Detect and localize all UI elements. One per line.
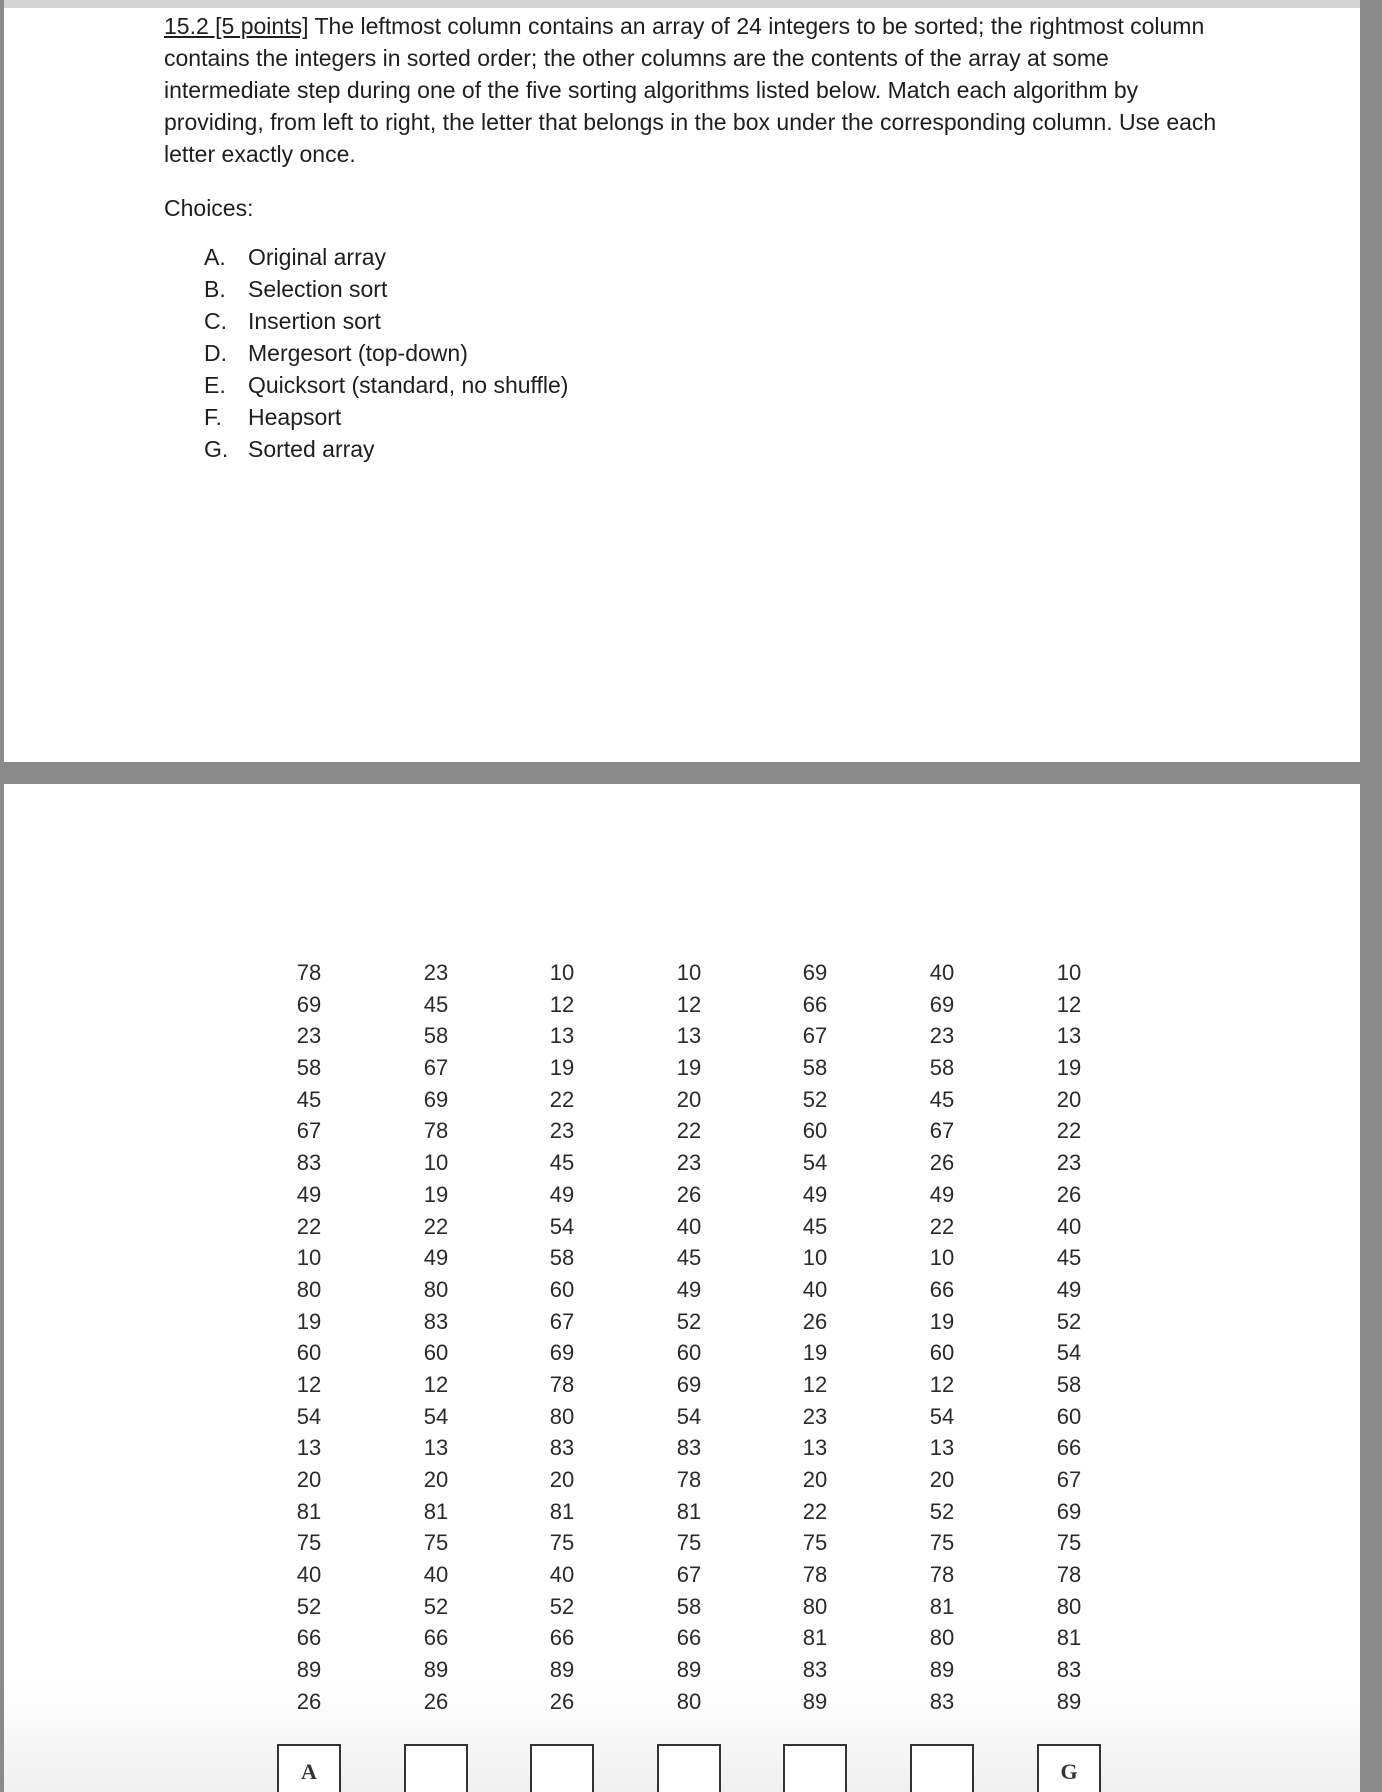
choice-letter: G. xyxy=(204,436,229,462)
choice-item xyxy=(204,401,568,433)
array-value: 66 xyxy=(676,1625,702,1651)
array-value: 19 xyxy=(549,1055,575,1081)
question-text xyxy=(164,10,1224,170)
array-value: 13 xyxy=(296,1435,322,1461)
array-value: 60 xyxy=(296,1340,322,1366)
array-value: 83 xyxy=(549,1435,575,1461)
answer-box-3[interactable] xyxy=(530,1744,594,1792)
array-value: 19 xyxy=(423,1181,449,1207)
array-value: 40 xyxy=(1056,1213,1082,1239)
array-value: 52 xyxy=(802,1086,828,1112)
array-value: 54 xyxy=(676,1403,702,1429)
array-value: 67 xyxy=(676,1562,702,1588)
choice-letter: F. xyxy=(204,404,222,430)
array-value: 12 xyxy=(929,1371,955,1397)
array-value: 40 xyxy=(676,1213,702,1239)
array-value: 89 xyxy=(676,1657,702,1683)
array-value: 67 xyxy=(296,1118,322,1144)
array-value: 19 xyxy=(929,1308,955,1334)
array-value: 75 xyxy=(296,1530,322,1556)
array-value: 23 xyxy=(929,1023,955,1049)
array-value: 78 xyxy=(296,960,322,985)
array-value: 66 xyxy=(423,1625,449,1651)
choice-item xyxy=(204,369,568,401)
array-value: 10 xyxy=(423,1150,449,1176)
array-value: 75 xyxy=(802,1530,828,1556)
array-value: 83 xyxy=(296,1150,322,1176)
array-value: 81 xyxy=(549,1498,575,1524)
array-value: 83 xyxy=(802,1657,828,1683)
array-value: 13 xyxy=(1056,1023,1082,1049)
array-value: 75 xyxy=(929,1530,955,1556)
array-value: 69 xyxy=(1056,1498,1082,1524)
array-value: 58 xyxy=(929,1055,955,1081)
array-value: 52 xyxy=(929,1498,955,1524)
array-value: 66 xyxy=(802,991,828,1017)
answer-box-1[interactable]: A xyxy=(277,1744,341,1792)
choices-title: Choices: xyxy=(164,195,254,221)
array-value: 60 xyxy=(423,1340,449,1366)
array-column-4 xyxy=(654,957,724,1718)
array-value: 10 xyxy=(929,1245,955,1271)
array-value: 45 xyxy=(296,1086,322,1112)
array-value: 78 xyxy=(1056,1562,1082,1588)
array-value: 49 xyxy=(1056,1276,1082,1302)
array-value: 58 xyxy=(549,1245,575,1271)
array-value: 19 xyxy=(296,1308,322,1334)
array-value: 66 xyxy=(296,1625,322,1651)
array-value: 58 xyxy=(676,1593,702,1619)
array-value: 54 xyxy=(802,1150,828,1176)
array-value: 60 xyxy=(802,1118,828,1144)
array-value: 67 xyxy=(1056,1467,1082,1492)
array-value: 66 xyxy=(1056,1435,1082,1461)
array-value: 45 xyxy=(676,1245,702,1271)
page-1 xyxy=(4,0,1360,762)
array-value: 40 xyxy=(296,1562,322,1588)
array-value: 78 xyxy=(549,1371,575,1397)
array-value: 66 xyxy=(549,1625,575,1651)
answer-box-7[interactable]: G xyxy=(1037,1744,1101,1792)
array-column-3 xyxy=(527,957,597,1718)
array-value: 10 xyxy=(676,960,702,985)
array-value: 19 xyxy=(802,1340,828,1366)
array-value: 81 xyxy=(296,1498,322,1524)
array-column-6 xyxy=(907,957,977,1718)
answer-box-5[interactable] xyxy=(783,1744,847,1792)
array-value: 26 xyxy=(929,1150,955,1176)
array-value: 69 xyxy=(549,1340,575,1366)
array-value: 80 xyxy=(549,1403,575,1429)
question-body: The leftmost column contains an array of 24 integers to be sorted; the rightmost column contains the integers in sorted order; the other columns are the contents of the array at some intermediate step during one of the five sorting algorithms listed below. Match each algorithm by providing, from left to right, the letter that belongs in the box under the corresponding column. Use each letter exactly once. xyxy=(164,13,1217,167)
array-value: 45 xyxy=(929,1086,955,1112)
array-value: 10 xyxy=(802,1245,828,1271)
array-value: 23 xyxy=(802,1403,828,1429)
array-value: 58 xyxy=(423,1023,449,1049)
array-value: 75 xyxy=(549,1530,575,1556)
answer-box-6[interactable] xyxy=(910,1744,974,1792)
array-value: 89 xyxy=(802,1688,828,1714)
array-value: 52 xyxy=(296,1593,322,1619)
array-value: 49 xyxy=(676,1276,702,1302)
array-value: 54 xyxy=(929,1403,955,1429)
array-value: 83 xyxy=(1056,1657,1082,1683)
array-value: 49 xyxy=(549,1181,575,1207)
array-value: 89 xyxy=(423,1657,449,1683)
array-value: 78 xyxy=(676,1467,702,1492)
array-value: 80 xyxy=(423,1276,449,1302)
array-value: 12 xyxy=(1056,991,1082,1017)
array-value: 67 xyxy=(549,1308,575,1334)
array-value: 10 xyxy=(296,1245,322,1271)
array-value: 49 xyxy=(423,1245,449,1271)
array-value: 22 xyxy=(802,1498,828,1524)
array-value: 78 xyxy=(423,1118,449,1144)
array-value: 52 xyxy=(1056,1308,1082,1334)
choice-label: Original array xyxy=(248,244,387,270)
array-value: 45 xyxy=(549,1150,575,1176)
choice-letter: C. xyxy=(204,308,227,334)
array-value: 60 xyxy=(929,1340,955,1366)
array-value: 67 xyxy=(423,1055,449,1081)
array-value: 75 xyxy=(423,1530,449,1556)
array-value: 69 xyxy=(802,960,828,985)
array-value: 52 xyxy=(549,1593,575,1619)
array-value: 20 xyxy=(1056,1086,1082,1112)
array-value: 69 xyxy=(676,1371,702,1397)
array-value: 22 xyxy=(929,1213,955,1239)
choice-item xyxy=(204,433,568,465)
array-value: 81 xyxy=(676,1498,702,1524)
array-value: 67 xyxy=(929,1118,955,1144)
array-value: 69 xyxy=(929,991,955,1017)
array-value: 40 xyxy=(423,1562,449,1588)
array-value: 81 xyxy=(929,1593,955,1619)
array-value: 45 xyxy=(802,1213,828,1239)
choice-item xyxy=(204,305,568,337)
array-column-1 xyxy=(274,957,344,1718)
array-value: 78 xyxy=(802,1562,828,1588)
choice-label: Selection sort xyxy=(248,276,388,302)
array-value: 20 xyxy=(802,1467,828,1492)
array-value: 20 xyxy=(676,1086,702,1112)
array-value: 22 xyxy=(423,1213,449,1239)
array-value: 13 xyxy=(929,1435,955,1461)
array-value: 69 xyxy=(296,991,322,1017)
array-value: 89 xyxy=(929,1657,955,1683)
choice-label: Sorted array xyxy=(248,436,375,462)
array-value: 12 xyxy=(549,991,575,1017)
array-value: 20 xyxy=(296,1467,322,1492)
array-value: 13 xyxy=(802,1435,828,1461)
array-value: 45 xyxy=(1056,1245,1082,1271)
array-value: 75 xyxy=(1056,1530,1082,1556)
array-value: 22 xyxy=(549,1086,575,1112)
array-value: 60 xyxy=(676,1340,702,1366)
array-value: 52 xyxy=(676,1308,702,1334)
array-value: 20 xyxy=(929,1467,955,1492)
question-number: 15.2 [5 points] xyxy=(164,13,309,39)
choice-item xyxy=(204,337,568,369)
array-value: 81 xyxy=(423,1498,449,1524)
array-value: 58 xyxy=(802,1055,828,1081)
array-value: 54 xyxy=(549,1213,575,1239)
array-value: 69 xyxy=(423,1086,449,1112)
choice-letter: E. xyxy=(204,372,226,398)
choice-letter: B. xyxy=(204,276,226,302)
array-value: 26 xyxy=(802,1308,828,1334)
array-value: 19 xyxy=(676,1055,702,1081)
array-value: 45 xyxy=(423,991,449,1017)
array-value: 20 xyxy=(549,1467,575,1492)
array-value: 75 xyxy=(676,1530,702,1556)
array-value: 13 xyxy=(423,1435,449,1461)
choice-label: Heapsort xyxy=(248,404,342,430)
array-value: 23 xyxy=(423,960,449,985)
array-value: 89 xyxy=(549,1657,575,1683)
choices-list xyxy=(204,241,568,465)
array-value: 10 xyxy=(1056,960,1082,985)
array-value: 49 xyxy=(802,1181,828,1207)
array-value: 54 xyxy=(423,1403,449,1429)
answer-box-4[interactable] xyxy=(657,1744,721,1792)
choice-item xyxy=(204,241,568,273)
array-value: 81 xyxy=(802,1625,828,1651)
array-value: 83 xyxy=(929,1688,955,1714)
array-value: 20 xyxy=(423,1467,449,1492)
array-value: 40 xyxy=(802,1276,828,1302)
array-column-2 xyxy=(401,957,471,1718)
array-column-5 xyxy=(780,957,850,1718)
array-value: 54 xyxy=(1056,1340,1082,1366)
array-value: 26 xyxy=(1056,1181,1082,1207)
array-value: 23 xyxy=(549,1118,575,1144)
array-value: 58 xyxy=(296,1055,322,1081)
array-value: 54 xyxy=(296,1403,322,1429)
array-value: 10 xyxy=(549,960,575,985)
array-value: 89 xyxy=(1056,1688,1082,1714)
choice-label: Quicksort (standard, no shuffle) xyxy=(248,372,569,398)
array-value: 26 xyxy=(296,1688,322,1714)
array-value: 22 xyxy=(296,1213,322,1239)
choice-label: Mergesort (top-down) xyxy=(248,340,468,366)
array-value: 12 xyxy=(423,1371,449,1397)
array-column-7 xyxy=(1034,957,1104,1718)
array-value: 60 xyxy=(1056,1403,1082,1429)
array-value: 23 xyxy=(676,1150,702,1176)
array-value: 22 xyxy=(676,1118,702,1144)
array-value: 58 xyxy=(1056,1371,1082,1397)
array-value: 23 xyxy=(296,1023,322,1049)
array-value: 49 xyxy=(296,1181,322,1207)
array-value: 40 xyxy=(929,960,955,985)
array-value: 80 xyxy=(296,1276,322,1302)
array-value: 26 xyxy=(549,1688,575,1714)
array-value: 52 xyxy=(423,1593,449,1619)
array-value: 60 xyxy=(549,1276,575,1302)
array-value: 49 xyxy=(929,1181,955,1207)
array-value: 12 xyxy=(802,1371,828,1397)
array-value: 89 xyxy=(296,1657,322,1683)
array-value: 12 xyxy=(676,991,702,1017)
array-value: 67 xyxy=(802,1023,828,1049)
array-value: 13 xyxy=(676,1023,702,1049)
array-value: 81 xyxy=(1056,1625,1082,1651)
array-value: 80 xyxy=(929,1625,955,1651)
array-value: 83 xyxy=(423,1308,449,1334)
page-2 xyxy=(4,784,1360,1792)
array-value: 66 xyxy=(929,1276,955,1302)
array-value: 23 xyxy=(1056,1150,1082,1176)
array-value: 12 xyxy=(296,1371,322,1397)
array-value: 80 xyxy=(802,1593,828,1619)
array-value: 19 xyxy=(1056,1055,1082,1081)
array-value: 13 xyxy=(549,1023,575,1049)
array-value: 26 xyxy=(423,1688,449,1714)
choice-item xyxy=(204,273,568,305)
array-value: 40 xyxy=(549,1562,575,1588)
array-value: 83 xyxy=(676,1435,702,1461)
array-value: 80 xyxy=(1056,1593,1082,1619)
choice-label: Insertion sort xyxy=(248,308,381,334)
array-value: 22 xyxy=(1056,1118,1082,1144)
array-value: 80 xyxy=(676,1688,702,1714)
answer-box-2[interactable] xyxy=(404,1744,468,1792)
choice-letter: A. xyxy=(204,244,226,270)
choice-letter: D. xyxy=(204,340,227,366)
array-value: 78 xyxy=(929,1562,955,1588)
array-value: 26 xyxy=(676,1181,702,1207)
